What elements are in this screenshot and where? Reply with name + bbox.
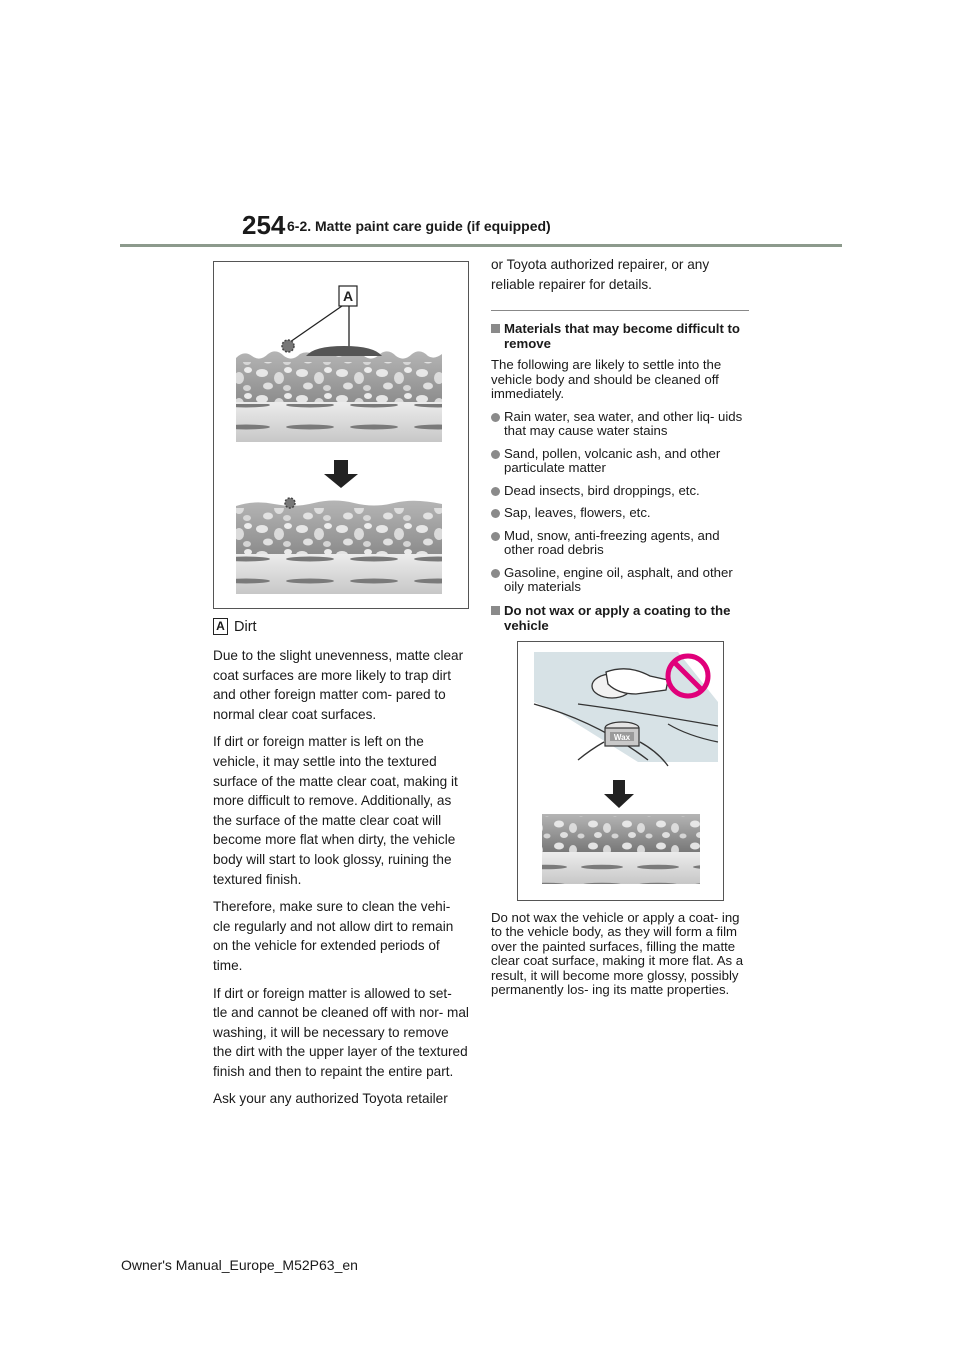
continuation-paragraph: or Toyota authorized repairer, or any reliable repairer for details.: [491, 257, 710, 292]
bullet-icon: [491, 532, 500, 541]
right-column: [491, 255, 749, 1006]
list-item-text: Sap, leaves, flowers, etc.: [504, 505, 651, 521]
footer-text: Owner's Manual_Europe_M52P63_en: [121, 1257, 358, 1273]
section-title: 6-2. Matte paint care guide (if equipped): [287, 218, 551, 234]
no-wax-paragraph: Do not wax the vehicle or apply a coat- ing to the vehicle body, as they will form a film over the painted surfaces, filling the matte clear coat surface, making it more flat. As a result, it will become more glossy, possibly permanently los- ing its matte properties.: [491, 909, 744, 998]
list-item: [491, 506, 749, 521]
section-heading: [491, 321, 749, 351]
list-item: [491, 566, 749, 595]
list-item-text: Gasoline, engine oil, asphalt, and other oily materials: [504, 564, 733, 595]
materials-list: [491, 410, 749, 595]
list-item: [491, 447, 749, 476]
paragraph: If dirt or foreign matter is allowed to set- tle and cannot be cleaned off with nor- mal washing, it will be necessary to remove the dirt with the upper layer of the textured finish and then to repaint the entire part.: [213, 985, 469, 1079]
bullet-icon: [491, 413, 500, 422]
list-item: [491, 529, 749, 558]
callout-text: Dirt: [234, 618, 257, 635]
list-item-text: Sand, pollen, volcanic ash, and other particulate matter: [504, 445, 721, 476]
svg-text:A: A: [342, 288, 354, 304]
paragraph: Due to the slight unevenness, matte clear coat surfaces are more likely to trap dirt and other foreign matter com- pared to normal clear coat surfaces.: [213, 648, 464, 722]
list-item-text: Rain water, sea water, and other liq- uids that may cause water stains: [504, 408, 743, 439]
section-intro: The following are likely to settle into the vehicle body and should be cleaned off immediately.: [491, 357, 722, 402]
no-wax-illustration: [517, 641, 724, 901]
paragraph: If dirt or foreign matter is left on the vehicle, it may settle into the textured surface of the matte clear coat, making it more difficult to remove. Additionally, as the surface of the matte clear coat will become more flat when dirty, the vehicle body will start to look glossy, ruining the textured finish.: [213, 734, 458, 887]
list-item-text: Mud, snow, anti-freezing agents, and other road debris: [504, 527, 720, 558]
paragraph: Ask your any authorized Toyota retailer: [213, 1091, 448, 1107]
callout-marker: A: [213, 618, 228, 635]
left-column: [213, 261, 469, 1109]
bullet-icon: [491, 569, 500, 578]
section-divider: [491, 310, 749, 311]
page-number: 254: [242, 210, 286, 240]
figure-callout: [213, 618, 469, 635]
dirt-illustration: [213, 261, 469, 609]
paragraph: Therefore, make sure to clean the vehi- cle regularly and not allow dirt to remain on the vehicle for extended periods of time.: [213, 899, 454, 973]
svg-text:Wax: Wax: [613, 732, 631, 742]
bullet-icon: [491, 450, 500, 459]
section-heading-text: Materials that may become difficult to remove: [504, 321, 740, 352]
section-heading: [491, 603, 749, 633]
list-item: [491, 410, 749, 439]
bullet-icon: [491, 509, 500, 518]
list-item-text: Dead insects, bird droppings, etc.: [504, 482, 700, 498]
section-heading-text: Do not wax or apply a coating to the vehicle: [504, 602, 731, 633]
header-divider: [120, 244, 842, 247]
bullet-icon: [491, 487, 500, 496]
square-bullet-icon: [491, 324, 500, 333]
list-item: [491, 484, 749, 499]
square-bullet-icon: [491, 606, 500, 615]
